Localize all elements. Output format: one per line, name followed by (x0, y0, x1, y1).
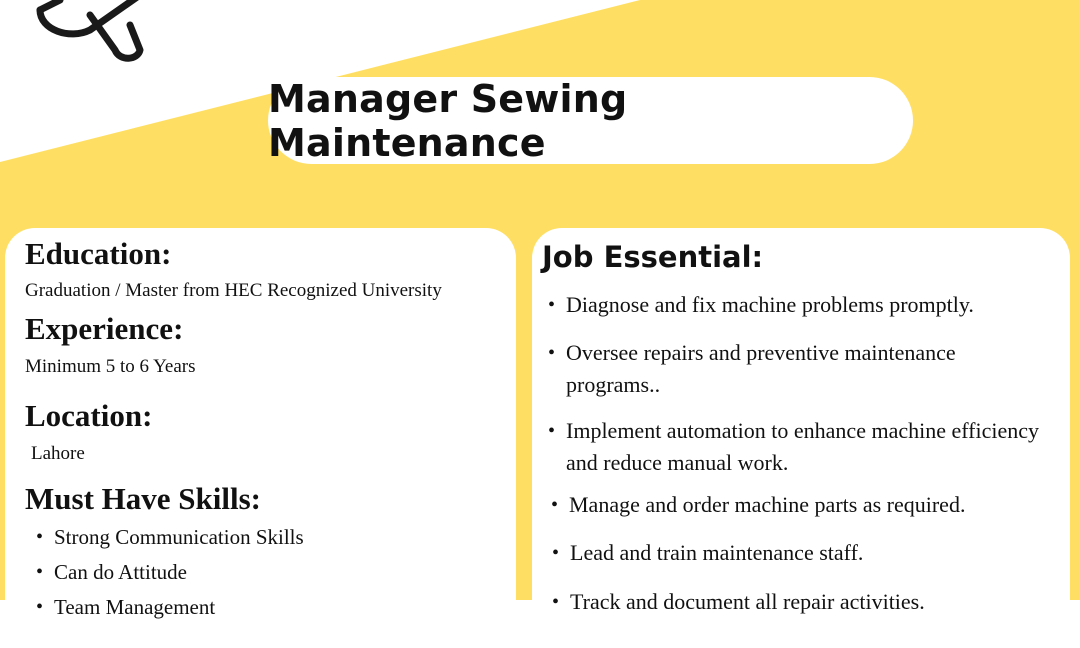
list-item: • Team Management (28, 595, 304, 630)
list-item: • Manage and order machine parts as required. (547, 489, 1047, 521)
skills-list (28, 525, 304, 630)
education-text: Graduation / Master from HEC Recognized University (25, 280, 442, 301)
megaphone-icon (20, 0, 180, 70)
education-heading: Education: (25, 236, 172, 271)
list-item: • Diagnose and fix machine problems promptly. (544, 289, 1044, 321)
location-heading: Location: (25, 398, 153, 433)
job-essential-heading: Job Essential: (542, 240, 764, 274)
title-pill (268, 77, 913, 164)
skills-heading: Must Have Skills: (25, 481, 261, 516)
list-item: • Can do Attitude (28, 560, 304, 595)
location-text: Lahore (31, 443, 85, 464)
list-item: • Track and document all repair activities. (548, 586, 1048, 618)
list-item: • Lead and train maintenance staff. (548, 537, 1048, 569)
page-title: Manager Sewing Maintenance (268, 76, 628, 165)
list-item: • Strong Communication Skills (28, 525, 304, 560)
experience-heading: Experience: (25, 311, 184, 346)
list-item: • Oversee repairs and preventive maintenance programs.. (544, 337, 1044, 401)
list-item: • Implement automation to enhance machine efficiency and reduce manual work. (544, 415, 1044, 479)
experience-text: Minimum 5 to 6 Years (25, 356, 196, 377)
